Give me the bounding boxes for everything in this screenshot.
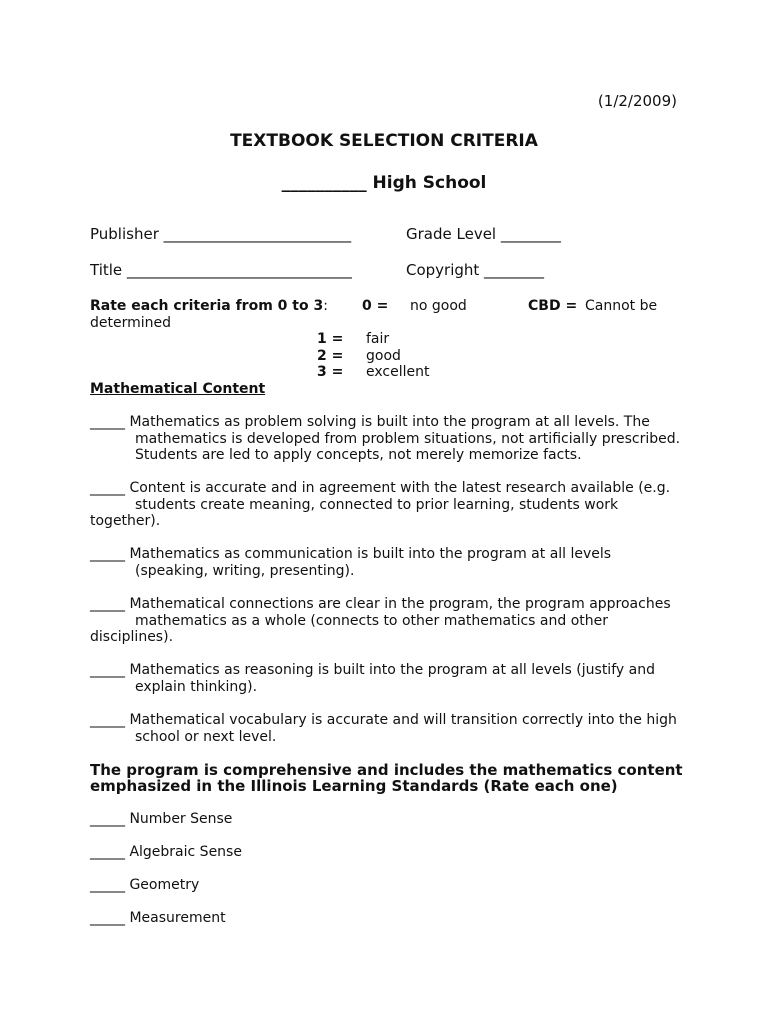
criteria-line: _____ Mathematical connections are clear in the program, the program approaches xyxy=(90,596,671,612)
rating-1-num: 1 = xyxy=(317,331,344,347)
criteria-line: together). xyxy=(90,513,161,529)
criteria-line: _____ Mathematics as problem solving is built into the program at all levels. The xyxy=(90,414,650,430)
math-content-heading: Mathematical Content xyxy=(90,381,266,397)
criteria-line: (speaking, writing, presenting). xyxy=(135,562,355,579)
rating-blank[interactable]: _____ xyxy=(90,844,125,860)
cbd-desc: Cannot be xyxy=(585,298,658,314)
criteria-line: school or next level. xyxy=(135,728,277,745)
rating-2-num: 2 = xyxy=(317,348,344,364)
title-field: Title ______________________________ xyxy=(90,261,352,279)
rating-0-desc: no good xyxy=(410,298,467,314)
rating-blank[interactable]: _____ xyxy=(90,662,125,678)
rating-blank[interactable]: _____ xyxy=(90,877,125,893)
criteria-item xyxy=(90,414,690,464)
cbd-desc-cont: determined xyxy=(90,315,172,331)
school-line: __________ High School xyxy=(281,173,487,193)
rating-blank[interactable]: _____ xyxy=(90,414,125,430)
standard-label: Number Sense xyxy=(125,811,233,827)
criteria-line: _____ Mathematical vocabulary is accurate and will transition correctly into the high xyxy=(90,712,677,728)
criteria-line: _____ Content is accurate and in agreement with the latest research available (e.g. xyxy=(90,480,671,496)
rating-blank[interactable]: _____ xyxy=(90,910,125,926)
document-date: (1/2/2009) xyxy=(597,92,677,110)
publisher-field: Publisher _________________________ xyxy=(90,225,352,243)
criteria-item xyxy=(90,480,690,530)
criteria-item xyxy=(90,546,690,579)
standard-item-algebraic-sense xyxy=(90,844,242,861)
criteria-line: mathematics as a whole (connects to other mathematics and other xyxy=(135,612,609,629)
program-heading-line2: emphasized in the Illinois Learning Standards (Rate each one) xyxy=(90,777,618,795)
rating-2-desc: good xyxy=(366,348,401,364)
criteria-line: _____ Mathematics as reasoning is built into the program at all levels (justify and xyxy=(90,662,655,678)
rating-0-num: 0 = xyxy=(362,298,389,314)
rating-blank[interactable]: _____ xyxy=(90,811,125,827)
standard-label: Measurement xyxy=(125,910,226,926)
grade-level-field: Grade Level ________ xyxy=(406,225,561,243)
criteria-line: students create meaning, connected to prior learning, students work xyxy=(135,496,619,513)
criteria-line: explain thinking). xyxy=(135,678,258,695)
rating-blank[interactable]: _____ xyxy=(90,480,125,496)
rating-blank[interactable]: _____ xyxy=(90,546,125,562)
standard-label: Geometry xyxy=(125,877,200,893)
rating-intro-text: Rate each criteria from 0 to 3 xyxy=(90,298,324,314)
criteria-item xyxy=(90,596,690,646)
rating-1-desc: fair xyxy=(366,331,390,347)
criteria-line: disciplines). xyxy=(90,629,174,645)
criteria-line: mathematics is developed from problem situations, not artificially prescribed. xyxy=(135,430,681,447)
standard-item-number-sense xyxy=(90,811,232,828)
rating-intro-colon: : xyxy=(323,298,328,314)
rating-3-num: 3 = xyxy=(317,364,344,380)
criteria-item xyxy=(90,662,690,695)
rating-blank[interactable]: _____ xyxy=(90,596,125,612)
rating-3-desc: excellent xyxy=(366,364,430,380)
standard-item-measurement xyxy=(90,910,226,927)
standard-label: Algebraic Sense xyxy=(125,844,242,860)
document-title: TEXTBOOK SELECTION CRITERIA xyxy=(230,131,538,151)
criteria-item xyxy=(90,712,690,745)
rating-blank[interactable]: _____ xyxy=(90,712,125,728)
rating-intro xyxy=(90,298,328,315)
standard-item-geometry xyxy=(90,877,199,894)
criteria-line: Students are led to apply concepts, not merely memorize facts. xyxy=(135,447,582,463)
copyright-field: Copyright ________ xyxy=(406,261,545,279)
cbd-key: CBD = xyxy=(528,298,578,314)
criteria-line: _____ Mathematics as communication is built into the program at all levels xyxy=(90,546,612,562)
program-heading-line1: The program is comprehensive and includes the mathematics content xyxy=(90,761,683,779)
